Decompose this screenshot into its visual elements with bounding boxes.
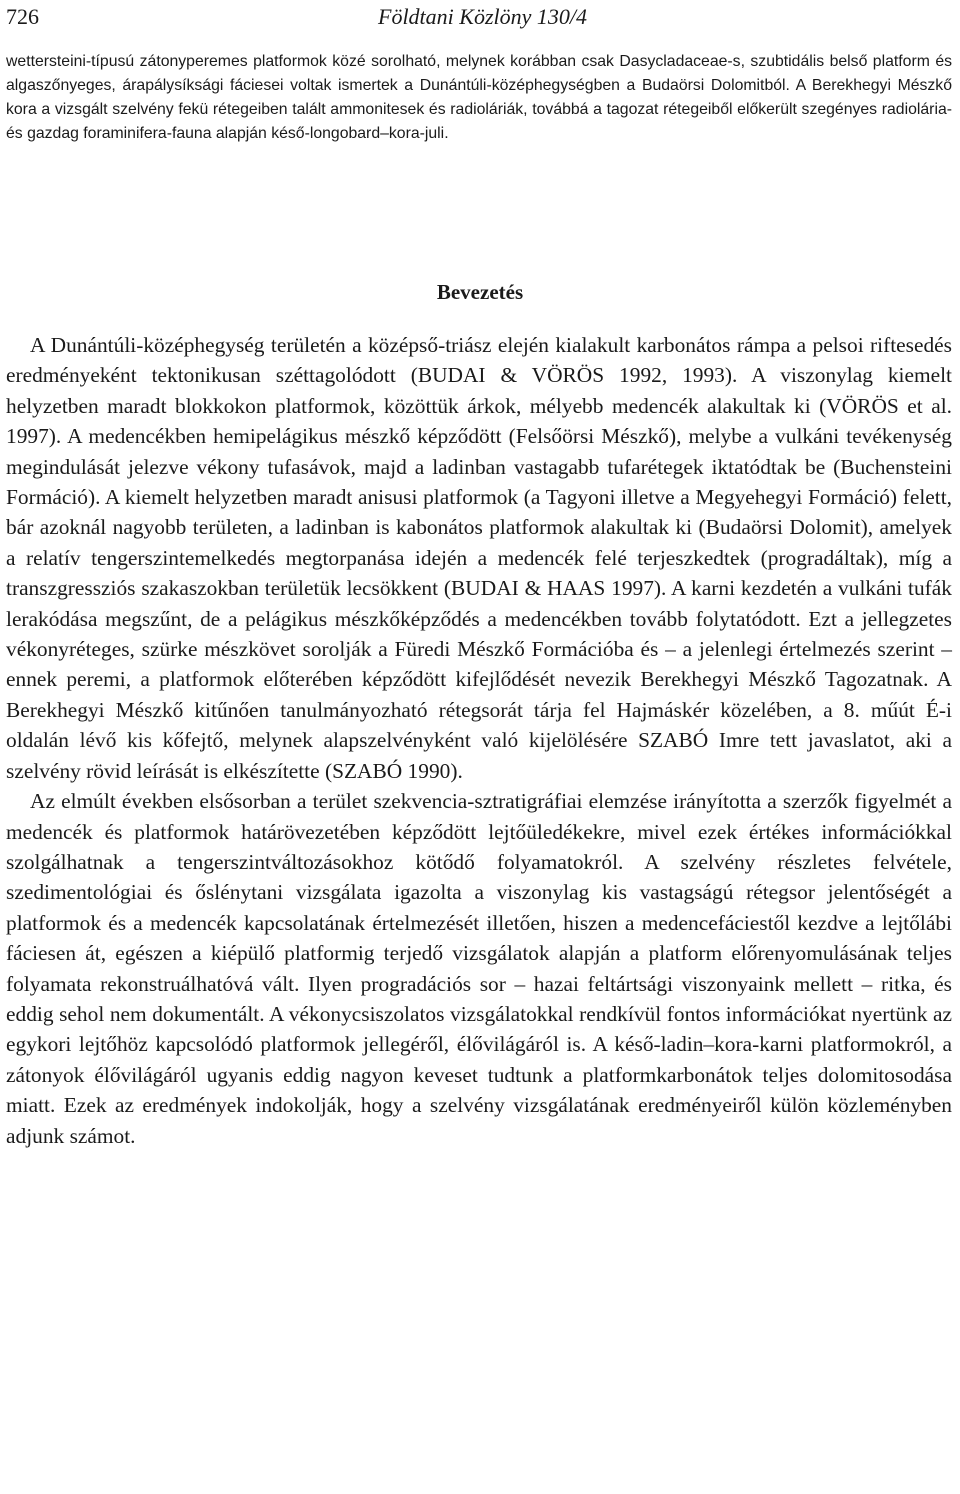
running-title: Földtani Közlöny 130/4 (378, 4, 587, 29)
body-paragraph: Az elmúlt években elsősorban a terület szekvencia-sztratigráfiai elemzése irányította a szerzők figyelmét a medencék és platformok határövezetében képződött lejtőüledékekre, mivel ezek értékes információkkal szolgálhatnak a tengerszintváltozásokhoz kötődő folyamatokról. A szelvény részletes felvétele, szedimentológiai és őslénytani vizsgálata igazolta a viszonylag kis vastagságú rétegsor jelentőségét a platformok és a medencék kapcsolatának értelmezését illetően, hiszen a medencefáciestől kezdve a lejtőlábi fáciesen át, egészen a kiépülő platformig terjedő vizsgálatok alapján a platform előrenyomulásának teljes folyamata rekonstruálhatóvá vált. Ilyen progradációs sor – hazai feltártsági viszonyaink mellett – ritka, és eddig sehol nem dokumentált. A vékonycsiszolatos vizsgálatokkal rendkívül fontos információkat nyertünk az egykori lejtőhöz kapcsolódó platformok jellegéről, élővilágáról is. A késő-ladin–kora-karni platformokról, a zátonyok élővilágáról ugyanis eddig nagyon keveset tudtunk a platformkarbonátok teljes dolomitosodása miatt. Ezek az eredmények indokolják, hogy a szelvény vizsgálatának eredményeiről külön közleményben adjunk számot. (6, 789, 952, 1148)
page-header (6, 4, 954, 34)
abstract-paragraph: wettersteini-típusú zátonyperemes platformok közé sorolható, melynek korábban csak Dasycladaceae-s, szubtidális belső platform és algaszőnyeges, árapálysíksági fáciesei voltak ismertek a Dunántúli-középhegységben a Budaörsi Dolomitból. A Berekhegyi Mészkő kora a vizsgált szelvény fekü rétegeiben talált ammonitesek és radioláriák, továbbá a tagozat rétegeiből előkerült szegényes radiolária- és gazdag foraminifera-fauna alapján késő-longobard–kora-juli. (6, 53, 952, 142)
body-text (6, 330, 952, 1151)
body-paragraph: A Dunántúli-középhegység területén a középső-triász elején kialakult karbonátos rámpa a pelsoi riftesedés eredményeként tektonikusan széttagolódott (BUDAI & VÖRÖS 1992, 1993). A viszonylag kiemelt helyzetben maradt blokkokon platformok, közöttük árkok, mélyebb medencék alakultak ki (VÖRÖS et al. 1997). A medencékben hemipelágikus mészkő képződött (Felsőörsi Mészkő), melybe a vulkáni tevékenység megindulását jelezve vékony tufasávok, majd a ladinban vastagabb tufarétegek iktatódtak be (Buchensteini Formáció). A kiemelt helyzetben maradt anisusi platformok (a Tagyoni illetve a Megyehegyi Formáció) felett, bár azoknál nagyobb területen, a ladinban is kabonátos platformok alakultak ki (Budaörsi Dolomit), amelyek a relatív tengerszintemelkedés megtorpanása idején a medencék felé terjeszkedtek (progradáltak), míg a transzgressziós szakaszokban területük lecsökkent (BUDAI & HAAS 1997). A karni kezdetén a vulkáni tufák lerakódása megszűnt, de a pelágikus mészkőképződés a medencékben tovább folytatódott. Ezt a jellegzetes vékonyréteges, szürke mészkövet sorolják a Füredi Mészkő Formációba és – a jelenlegi értelmezés szerint – ennek peremi, a platformok előterében képződött kifejlődését nevezik Berekhegyi Mészkő Tagozatnak. A Berekhegyi Mészkő kitűnően tanulmányozható rétegsorát tárja fel Hajmáskér közelében, a 8. műút É-i oldalán lévő kis kőfejtő, melynek alapszelvényként való kijelölésére SZABÓ Imre tett javaslatot, aki a szelvény rövid leírását is elkészítette (SZABÓ 1990). (6, 333, 952, 783)
section-heading: Bevezetés (436, 280, 524, 304)
page-number: 726 (6, 4, 39, 29)
